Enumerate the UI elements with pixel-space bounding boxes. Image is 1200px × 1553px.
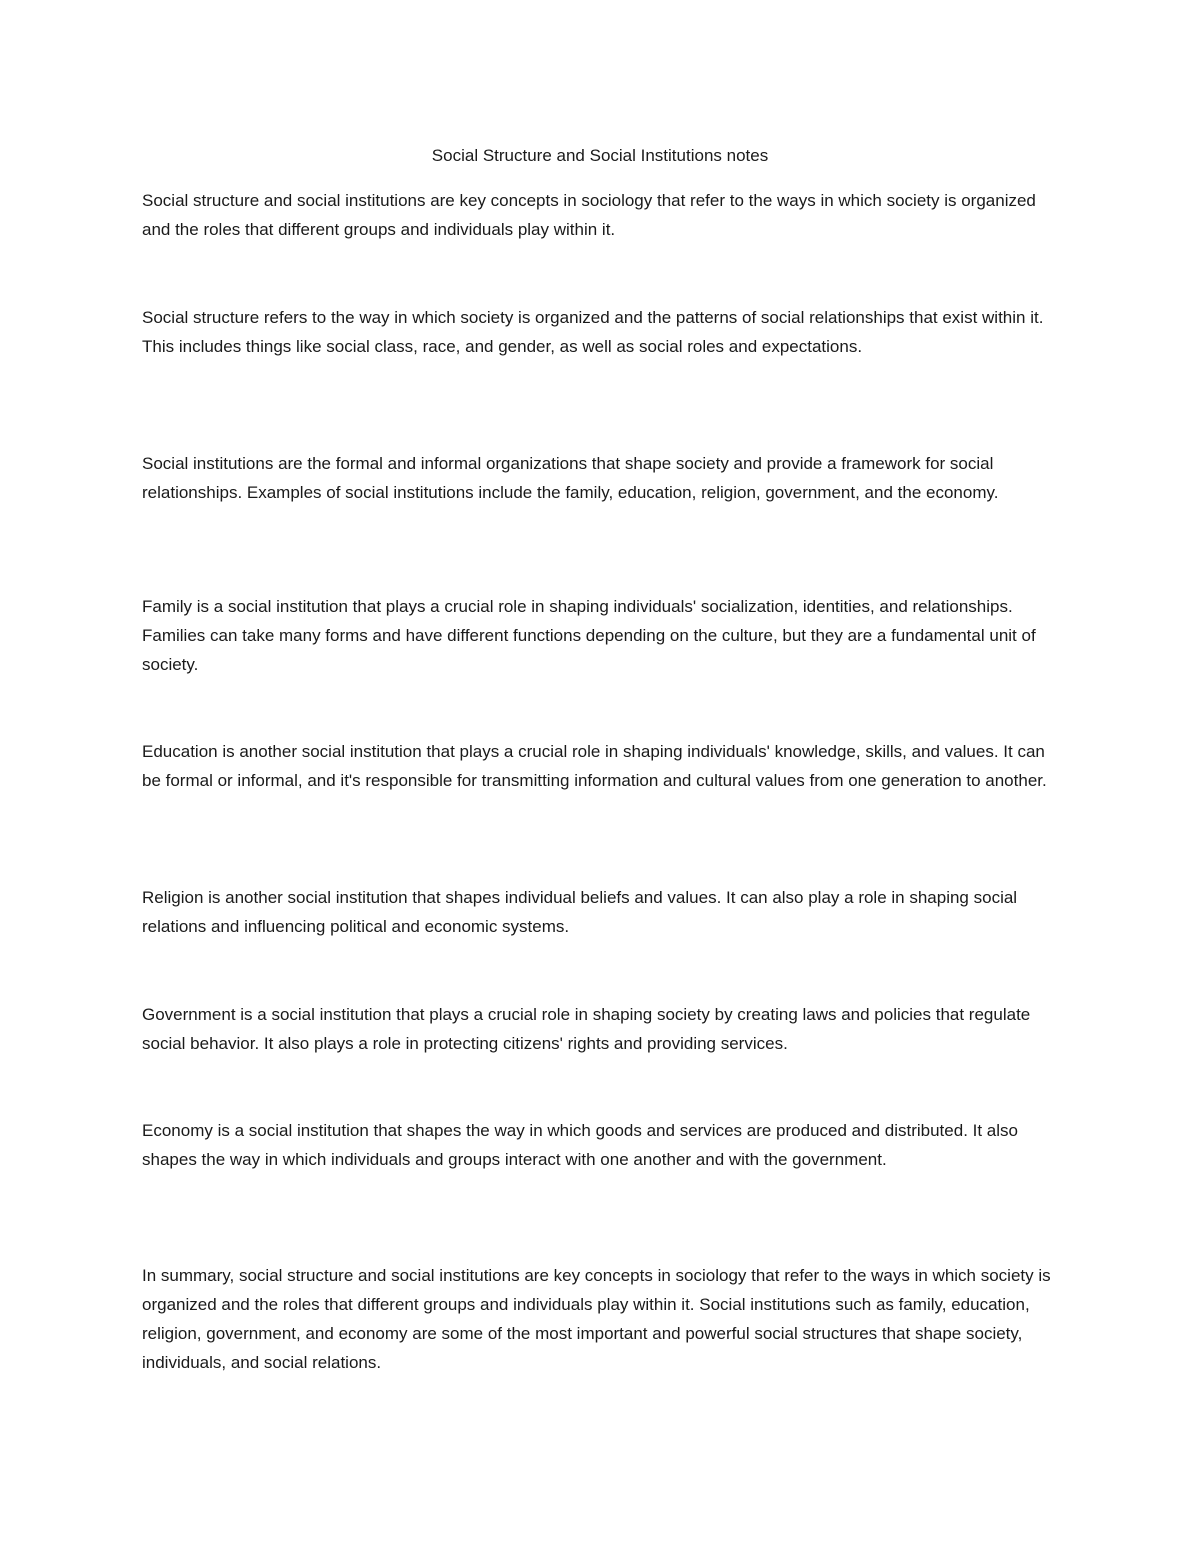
paragraph-social-structure: Social structure refers to the way in which society is organized and the patterns of social relationships that exist within it. This includes things like social class, race, and gender, as well as social roles and expectations. xyxy=(142,308,1044,356)
paragraph-family: Family is a social institution that plays a crucial role in shaping individuals' socialization, identities, and relationships. Families can take many forms and have different functions depending on the culture, but they are a fundamental unit of society. xyxy=(142,597,1036,674)
paragraph-summary: In summary, social structure and social institutions are key concepts in sociology that refer to the ways in which society is organized and the roles that different groups and individuals play within it. Social institutions such as family, education, religion, government, and economy are some of the most important and powerful social structures that shape society, individuals, and social relations. xyxy=(142,1266,1051,1372)
paragraph-economy: Economy is a social institution that shapes the way in which goods and services are produced and distributed. It also shapes the way in which individuals and groups interact with one another and with the government. xyxy=(142,1121,1018,1169)
paragraph-religion: Religion is another social institution that shapes individual beliefs and values. It can also play a role in shaping social relations and influencing political and economic systems. xyxy=(142,888,1018,936)
paragraph-education: Education is another social institution that plays a crucial role in shaping individuals' knowledge, skills, and values. It can be formal or informal, and it's responsible for transmitting information and cultural values from one generation to another. xyxy=(142,742,1047,790)
paragraph-government: Government is a social institution that plays a crucial role in shaping society by creating laws and policies that regulate social behavior. It also plays a role in protecting citizens' rights and providing services. xyxy=(142,1005,1031,1053)
document-title: Social Structure and Social Institutions notes xyxy=(431,146,769,165)
paragraph-social-institutions: Social institutions are the formal and informal organizations that shape society and provide a framework for social relationships. Examples of social institutions include the family, education, religion, government, and the economy. xyxy=(142,454,999,502)
paragraph-intro: Social structure and social institutions are key concepts in sociology that refer to the ways in which society is organized and the roles that different groups and individuals play within it. xyxy=(142,191,1036,239)
